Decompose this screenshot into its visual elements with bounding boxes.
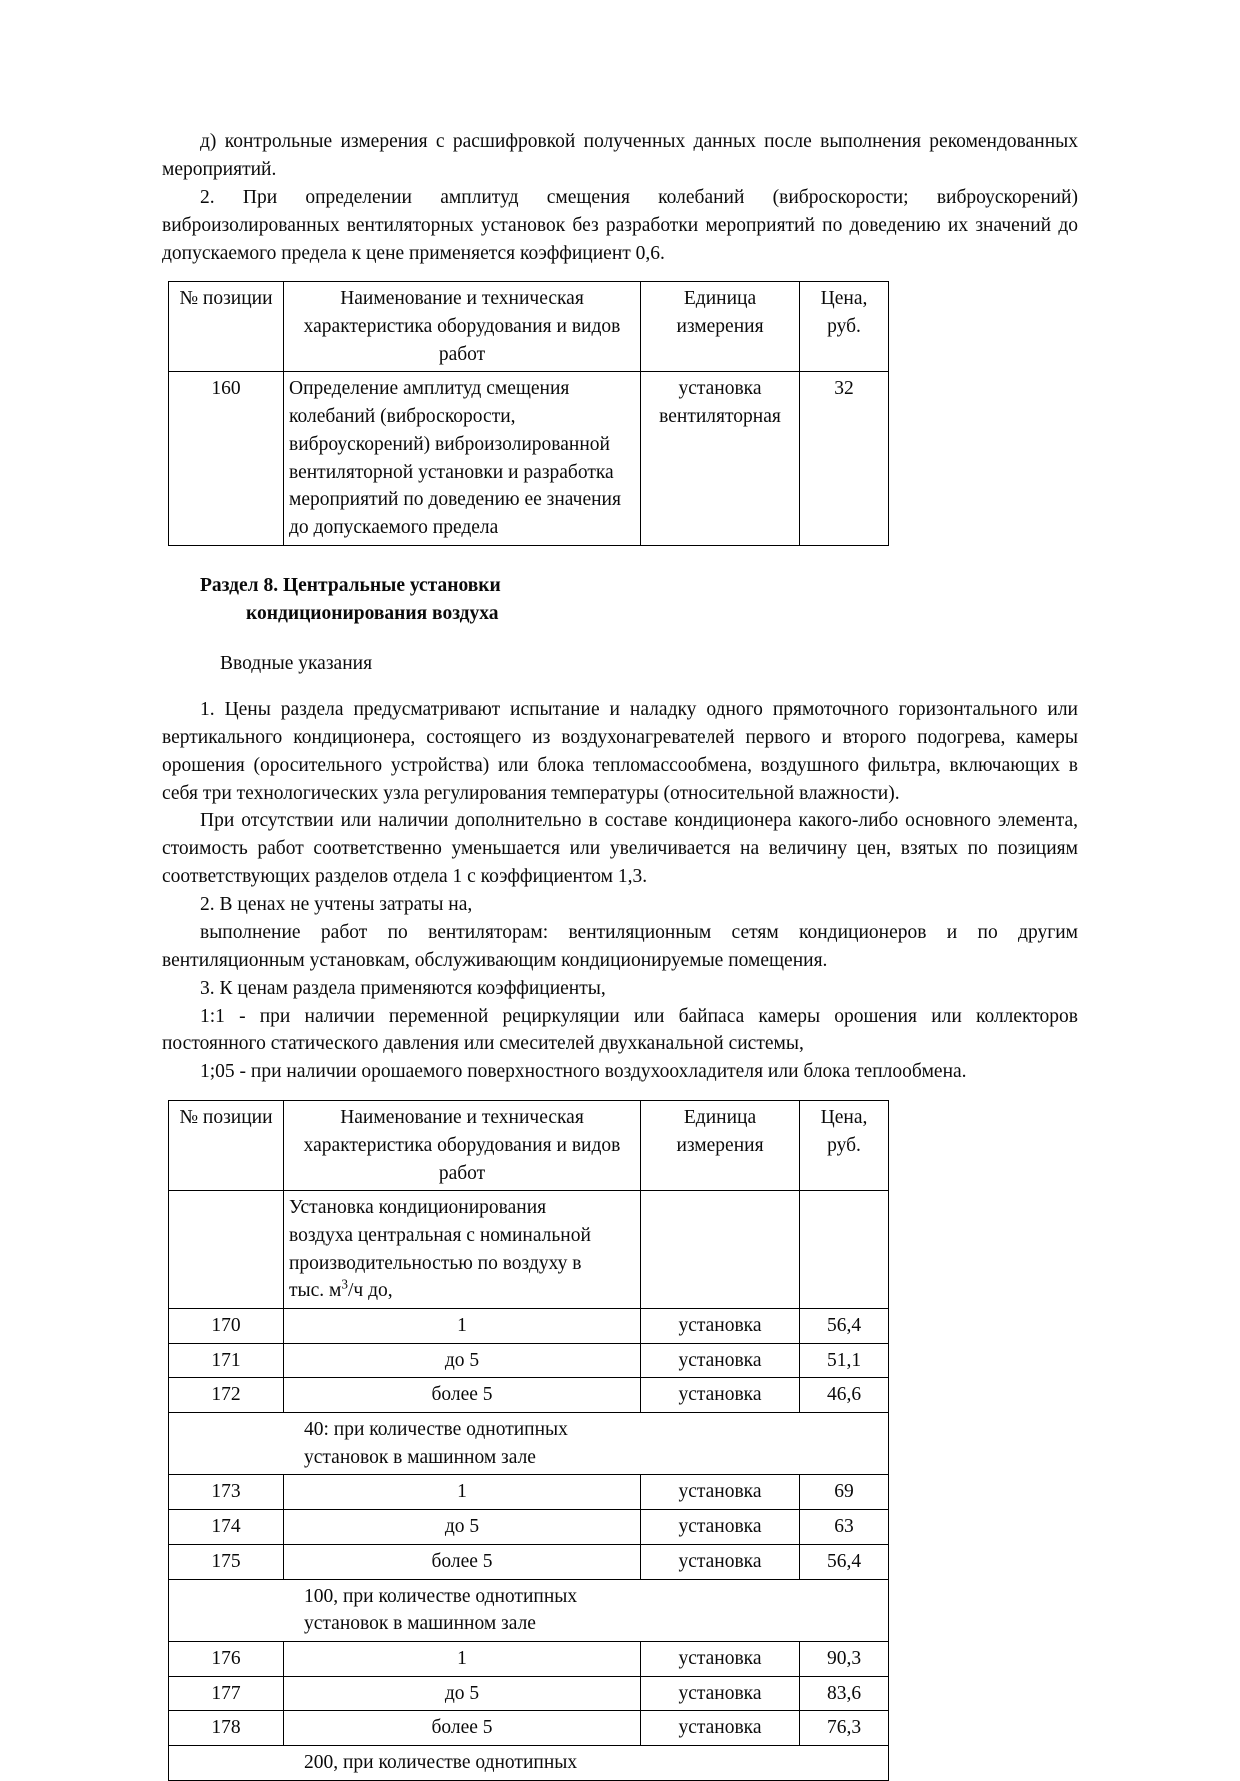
subheading-introductory-notes: Вводные указания	[220, 653, 373, 675]
cell-unit: установка	[641, 1676, 800, 1711]
paragraph-1-section-prices: 1. Цены раздела предусматривают испытание и наладку одного прямоточного горизонтального или вертикального кондиционера, состоящего из воздухонагревателей первого и второго подогрева, камеры орошения (оросительного устройства) или блока тепломассообмена, воздушного фильтра, включающих в себя три технологических узла регулирования температуры (относительной влажности).	[162, 698, 1078, 804]
group-heading-line-1: 200, при количестве однотипных	[304, 1751, 578, 1773]
cell-position-number: 160	[169, 372, 284, 545]
cell-position-number: 177	[169, 1676, 284, 1711]
cell-price: 76,3	[800, 1711, 889, 1746]
paragraph-absence-presence: При отсутствии или наличии дополнительно в составе кондиционера какого-либо основного элемента, стоимость работ соответственно уменьшается или увеличивается на величину цен, взятых по позициям соответствующих разделов отдела 1 с коэффициентом 1,3.	[162, 810, 1078, 888]
header-description: Наименование и техническая характеристика оборудования и видов работ	[284, 1101, 641, 1191]
table-row-group-heading	[169, 1579, 889, 1641]
document-body-column	[162, 128, 1078, 1781]
table-row	[169, 1641, 889, 1676]
group-heading-line-1: 100, при количестве однотипных	[304, 1585, 578, 1607]
cell-price-empty	[800, 1191, 889, 1309]
cell-unit: установка	[641, 1475, 800, 1510]
cell-price: 63	[800, 1510, 889, 1545]
cell-position-number: 176	[169, 1641, 284, 1676]
paragraph-coefficient-1-1: 1:1 - при наличии переменной рециркуляции или байпаса камеры орошения или коллекторов постоянного статического давления или смесителей двухканальной системы,	[162, 1005, 1078, 1055]
cell-description: 1	[284, 1475, 641, 1510]
cell-position-number: 173	[169, 1475, 284, 1510]
cell-price: 90,3	[800, 1641, 889, 1676]
table-header-row	[169, 1101, 889, 1191]
table-row	[169, 1309, 889, 1344]
cell-price: 83,6	[800, 1676, 889, 1711]
category-line-2: воздуха центральная с номинальной	[289, 1224, 591, 1246]
group-heading-line-2: установок в машинном зале	[304, 1446, 536, 1468]
cell-unit-empty	[641, 1191, 800, 1309]
table-row	[169, 1544, 889, 1579]
table-row	[169, 1676, 889, 1711]
cell-price: 56,4	[800, 1544, 889, 1579]
table-row	[169, 1711, 889, 1746]
cell-position-number-empty	[169, 1191, 284, 1309]
group-heading-line-1: 40: при количестве однотипных	[304, 1419, 568, 1441]
paragraph-2-costs-not-included: 2. В ценах не учтены затраты на,	[200, 894, 473, 916]
cell-description: более 5	[284, 1378, 641, 1413]
cell-unit: установка	[641, 1378, 800, 1413]
cell-price: 51,1	[800, 1343, 889, 1378]
section-heading-line-2: кондиционирования воздуха	[246, 602, 499, 624]
paragraph-3-coefficients: 3. К ценам раздела применяются коэффициенты,	[200, 977, 606, 999]
cell-unit: установка	[641, 1641, 800, 1676]
paragraph-2-amplitude: 2. При определении амплитуд смещения колебаний (виброскорости; виброускорений) виброизолированных вентиляторных установок без разработки мероприятий по доведению их значений до допускаемого предела к цене применяется коэффициент 0,6.	[162, 186, 1078, 264]
cell-unit: установка	[641, 1510, 800, 1545]
table-row-group-heading	[169, 1745, 889, 1780]
table-header-row	[169, 282, 889, 372]
price-table-2	[168, 1100, 889, 1780]
cell-price: 46,6	[800, 1378, 889, 1413]
paragraph-coefficient-1-05: 1;05 - при наличии орошаемого поверхностного воздухоохладителя или блока теплообмена.	[200, 1061, 967, 1083]
cell-description: до 5	[284, 1343, 641, 1378]
category-line-4-superscript: 3	[341, 1276, 348, 1292]
cell-unit: установка	[641, 1343, 800, 1378]
cell-unit: установка	[641, 1309, 800, 1344]
cell-description: Определение амплитуд смещения колебаний (виброскорости, виброускорений) виброизолированной вентиляторной установки и разработка мероприятий по доведению ее значения до допускаемого предела	[284, 372, 641, 545]
cell-description: более 5	[284, 1544, 641, 1579]
price-table-1-body	[169, 372, 889, 545]
section-heading	[200, 572, 1078, 629]
table-row	[169, 1343, 889, 1378]
header-unit: Единица измерения	[641, 1101, 800, 1191]
category-line-4-post: /ч до,	[348, 1280, 393, 1302]
price-table-1-header	[169, 282, 889, 372]
cell-description: более 5	[284, 1711, 641, 1746]
cell-unit: установка вентиляторная	[641, 372, 800, 545]
table-row	[169, 1475, 889, 1510]
cell-price: 69	[800, 1475, 889, 1510]
table-row	[169, 372, 889, 545]
header-price: Цена, руб.	[800, 282, 889, 372]
cell-unit: установка	[641, 1544, 800, 1579]
cell-position-number: 178	[169, 1711, 284, 1746]
header-price: Цена, руб.	[800, 1101, 889, 1191]
price-table-2-body	[169, 1191, 889, 1780]
cell-price: 32	[800, 372, 889, 545]
cell-description: 1	[284, 1309, 641, 1344]
category-line-3: производительностью по воздуху в	[289, 1252, 582, 1274]
cell-description: 1	[284, 1641, 641, 1676]
header-unit: Единица измерения	[641, 282, 800, 372]
cell-category-description	[284, 1191, 641, 1309]
header-description: Наименование и техническая характеристика оборудования и видов работ	[284, 282, 641, 372]
paragraph-fan-works: выполнение работ по вентиляторам: вентиляционным сетям кондиционеров и по другим вентиляционным установкам, обслуживающим кондиционируемые помещения.	[162, 921, 1078, 971]
category-line-4-pre: тыс. м	[289, 1280, 342, 1302]
cell-description: до 5	[284, 1510, 641, 1545]
price-table-2-header	[169, 1101, 889, 1191]
cell-position-number: 175	[169, 1544, 284, 1579]
cell-description: до 5	[284, 1676, 641, 1711]
header-position-number: № позиции	[169, 282, 284, 372]
paragraph-d-control-measurements: д) контрольные измерения с расшифровкой полученных данных после выполнения рекомендованных мероприятий.	[162, 131, 1078, 180]
cell-price: 56,4	[800, 1309, 889, 1344]
category-line-1: Установка кондиционирования	[289, 1197, 547, 1219]
table-row-group-heading	[169, 1413, 889, 1475]
table-row-category-intro	[169, 1191, 889, 1309]
category-line-4	[289, 1277, 635, 1305]
cell-group-heading	[169, 1579, 889, 1641]
cell-position-number: 172	[169, 1378, 284, 1413]
header-position-number: № позиции	[169, 1101, 284, 1191]
cell-group-heading	[169, 1413, 889, 1475]
price-table-1	[168, 281, 889, 545]
table-row	[169, 1378, 889, 1413]
section-heading-line-1: Раздел 8. Центральные установки	[200, 574, 501, 596]
cell-group-heading	[169, 1745, 889, 1780]
cell-unit: установка	[641, 1711, 800, 1746]
group-heading-line-2: установок в машинном зале	[304, 1613, 536, 1635]
cell-position-number: 171	[169, 1343, 284, 1378]
table-row	[169, 1510, 889, 1545]
cell-position-number: 174	[169, 1510, 284, 1545]
cell-position-number: 170	[169, 1309, 284, 1344]
